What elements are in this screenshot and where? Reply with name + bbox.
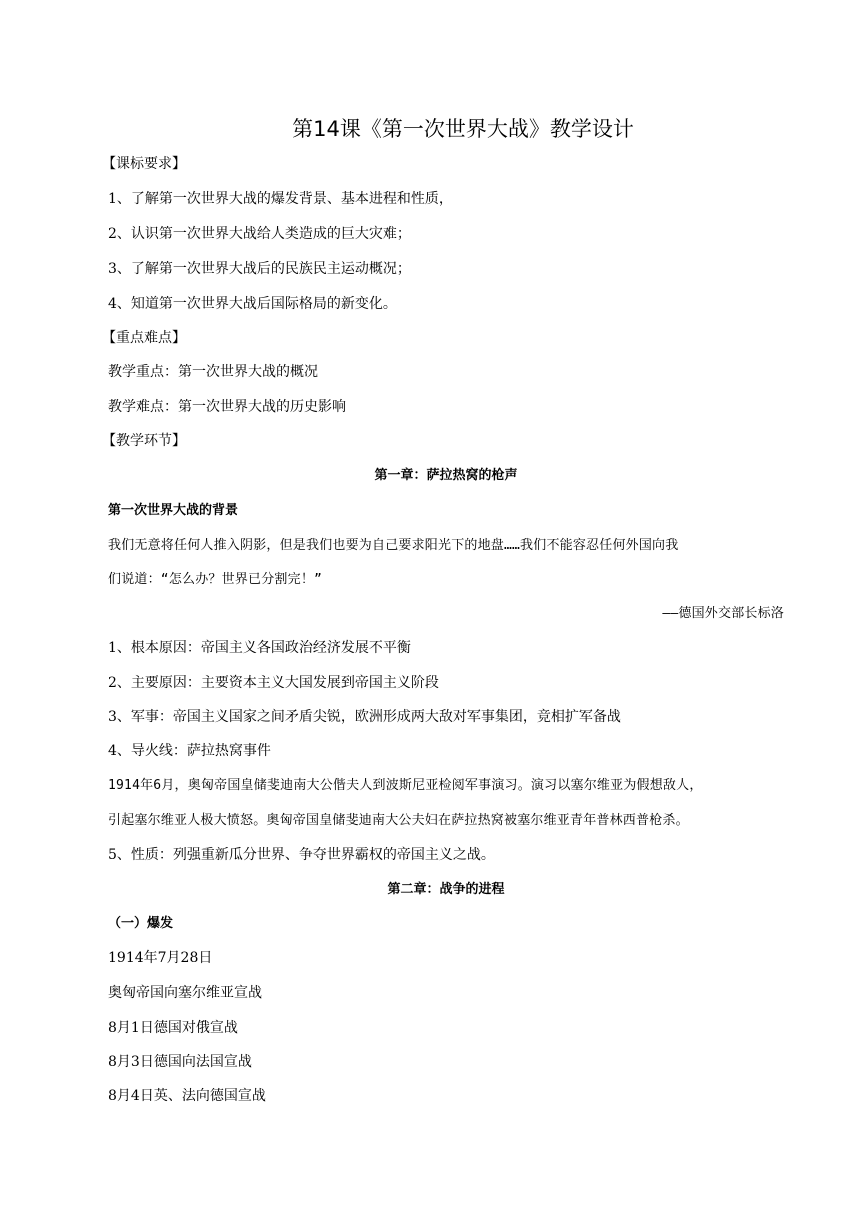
chapter2-subheading: （一）爆发 [108, 916, 174, 931]
document-title: 第14课《第一次世界大战》教学设计 [292, 117, 634, 141]
standard-item: 1、了解第一次世界大战的爆发背景、基本进程和性质， [108, 191, 453, 207]
background-point: 4、导火线：萨拉热窝事件 [108, 743, 271, 759]
background-point: 1、根本原因：帝国主义各国政治经济发展不平衡 [108, 640, 411, 656]
timeline-line: 8月1日德国对俄宣战 [108, 1020, 238, 1036]
background-point: 2、主要原因：主要资本主义大国发展到帝国主义阶段 [108, 675, 439, 691]
event-description: 1914年6月，奥匈帝国皇储斐迪南大公偕夫人到波斯尼亚检阅军事演习。演习以塞尔维亚为假想敌人， [108, 778, 703, 793]
standard-item: 4、知道第一次世界大战后国际格局的新变化。 [108, 296, 397, 312]
standard-item: 2、认识第一次世界大战给人类造成的巨大灾难； [108, 226, 411, 242]
event-description: 引起塞尔维亚人极大愤怒。奥匈帝国皇储斐迪南大公夫妇在萨拉热窝被塞尔维亚青年普林西普枪杀。 [108, 813, 689, 828]
timeline-line: 8月3日德国向法国宣战 [108, 1054, 252, 1070]
timeline-line: 1914年7月28日 [108, 950, 213, 966]
section-heading-process: 【教学环节】 [102, 433, 186, 449]
background-point: 3、军事：帝国主义国家之间矛盾尖锐，欧洲形成两大敌对军事集团，竞相扩军备战 [108, 709, 621, 725]
timeline-line: 奥匈帝国向塞尔维亚宣战 [108, 985, 262, 1001]
section-heading-key: 【重点难点】 [102, 330, 186, 346]
standard-item: 3、了解第一次世界大战后的民族民主运动概况； [108, 261, 411, 277]
war-nature: 5、性质：列强重新瓜分世界、争夺世界霸权的帝国主义之战。 [108, 847, 495, 863]
quote-source: ——德国外交部长标洛 [662, 606, 784, 621]
timeline-line: 8月4日英、法向德国宣战 [108, 1088, 266, 1104]
quote-line: 我们无意将任何人推入阴影，但是我们也要为自己要求阳光下的地盘……我们不能容忍任何外国向我 [108, 538, 679, 553]
key-point: 教学重点：第一次世界大战的概况 [108, 364, 318, 380]
chapter1-heading: 第一章：萨拉热窝的枪声 [374, 468, 518, 483]
section-heading-standards: 【课标要求】 [102, 156, 186, 172]
difficult-point: 教学难点：第一次世界大战的历史影响 [108, 399, 346, 415]
chapter1-subheading: 第一次世界大战的背景 [108, 503, 239, 518]
quote-line: 们说道：“怎么办？世界已分割完！” [108, 572, 323, 587]
chapter2-heading: 第二章：战争的进程 [387, 882, 505, 897]
